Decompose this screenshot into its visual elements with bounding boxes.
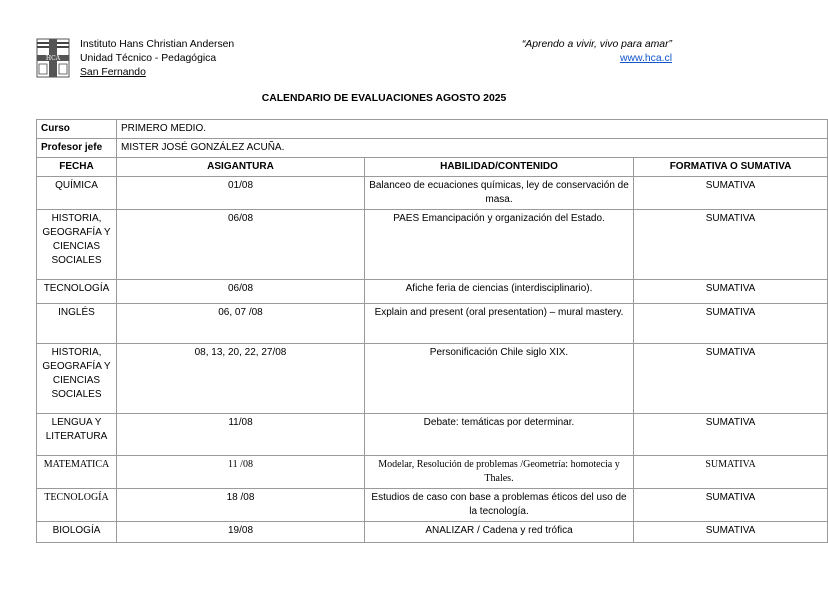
table-row [37, 280, 828, 304]
column-header-row [37, 158, 828, 177]
document-title: CALENDARIO DE EVALUACIONES AGOSTO 2025 [261, 93, 507, 104]
school-logo [36, 38, 70, 78]
content-cell: Estudios de caso con base a problemas éticos del uso de la tecnología. [365, 489, 634, 522]
type-cell: SUMATIVA [634, 304, 828, 344]
type-cell: SUMATIVA [634, 177, 828, 210]
table-row [37, 522, 828, 543]
type-cell: SUMATIVA [634, 344, 828, 414]
subject-cell: TECNOLOGÍA [37, 280, 117, 304]
content-cell: Explain and present (oral presentation) – mural mastery. [365, 304, 634, 344]
column-header-subject: ASIGANTURA [117, 158, 365, 177]
subject-cell: INGLÉS [37, 304, 117, 344]
city-link[interactable]: San Fernando [80, 67, 146, 78]
motto-header [522, 38, 672, 66]
teacher-label: Profesor jefe [37, 139, 117, 158]
column-header-content: HABILIDAD/CONTENIDO [365, 158, 634, 177]
subject-cell: HISTORIA, GEOGRAFÍA Y CIENCIAS SOCIALES [37, 210, 117, 280]
evaluation-calendar-table [36, 119, 828, 543]
course-row [37, 120, 828, 139]
date-cell: 06/08 [117, 210, 365, 280]
type-cell: SUMATIVA [634, 456, 828, 489]
subject-cell: QUÍMICA [37, 177, 117, 210]
date-cell: 19/08 [117, 522, 365, 543]
table-row [37, 489, 828, 522]
subject-cell: TECNOLOGÍA [37, 489, 117, 522]
type-cell: SUMATIVA [634, 489, 828, 522]
website-link[interactable]: www.hca.cl [620, 53, 672, 64]
date-cell: 06/08 [117, 280, 365, 304]
content-cell: Debate: temáticas por determinar. [365, 414, 634, 456]
type-cell: SUMATIVA [634, 522, 828, 543]
content-cell: Balanceo de ecuaciones químicas, ley de conservación de masa. [365, 177, 634, 210]
table-row [37, 456, 828, 489]
date-cell: 11 /08 [117, 456, 365, 489]
course-value: PRIMERO MEDIO. [117, 120, 828, 139]
teacher-row [37, 139, 828, 158]
date-cell: 01/08 [117, 177, 365, 210]
svg-text:HCA: HCA [45, 55, 61, 62]
table-row [37, 344, 828, 414]
date-cell: 18 /08 [117, 489, 365, 522]
table-row [37, 414, 828, 456]
column-header-date: FECHA [37, 158, 117, 177]
content-cell: Afiche feria de ciencias (interdisciplinario). [365, 280, 634, 304]
date-cell: 08, 13, 20, 22, 27/08 [117, 344, 365, 414]
teacher-value: MISTER JOSÉ GONZÁLEZ ACUÑA. [117, 139, 828, 158]
date-cell: 06, 07 /08 [117, 304, 365, 344]
department-name: Unidad Técnico - Pedagógica [80, 53, 217, 64]
motto: “Aprendo a vivir, vivo para amar” [521, 39, 672, 50]
content-cell: Modelar, Resolución de problemas /Geometría: homotecia y Thales. [365, 456, 634, 489]
content-cell: Personificación Chile siglo XIX. [365, 344, 634, 414]
institution-name: Instituto Hans Christian Andersen [80, 39, 235, 50]
table-row [37, 210, 828, 280]
date-cell: 11/08 [117, 414, 365, 456]
type-cell: SUMATIVA [634, 210, 828, 280]
table-row [37, 177, 828, 210]
table-row [37, 304, 828, 344]
type-cell: SUMATIVA [634, 280, 828, 304]
subject-cell: BIOLOGÍA [37, 522, 117, 543]
content-cell: PAES Emancipación y organización del Estado. [365, 210, 634, 280]
type-cell: SUMATIVA [634, 414, 828, 456]
subject-cell: MATEMATICA [37, 456, 117, 489]
institution-header [80, 38, 234, 80]
column-header-type: FORMATIVA O SUMATIVA [634, 158, 828, 177]
course-label: Curso [37, 120, 117, 139]
subject-cell: HISTORIA, GEOGRAFÍA Y CIENCIAS SOCIALES [37, 344, 117, 414]
subject-cell: LENGUA Y LITERATURA [37, 414, 117, 456]
content-cell: ANALIZAR / Cadena y red trófica [365, 522, 634, 543]
